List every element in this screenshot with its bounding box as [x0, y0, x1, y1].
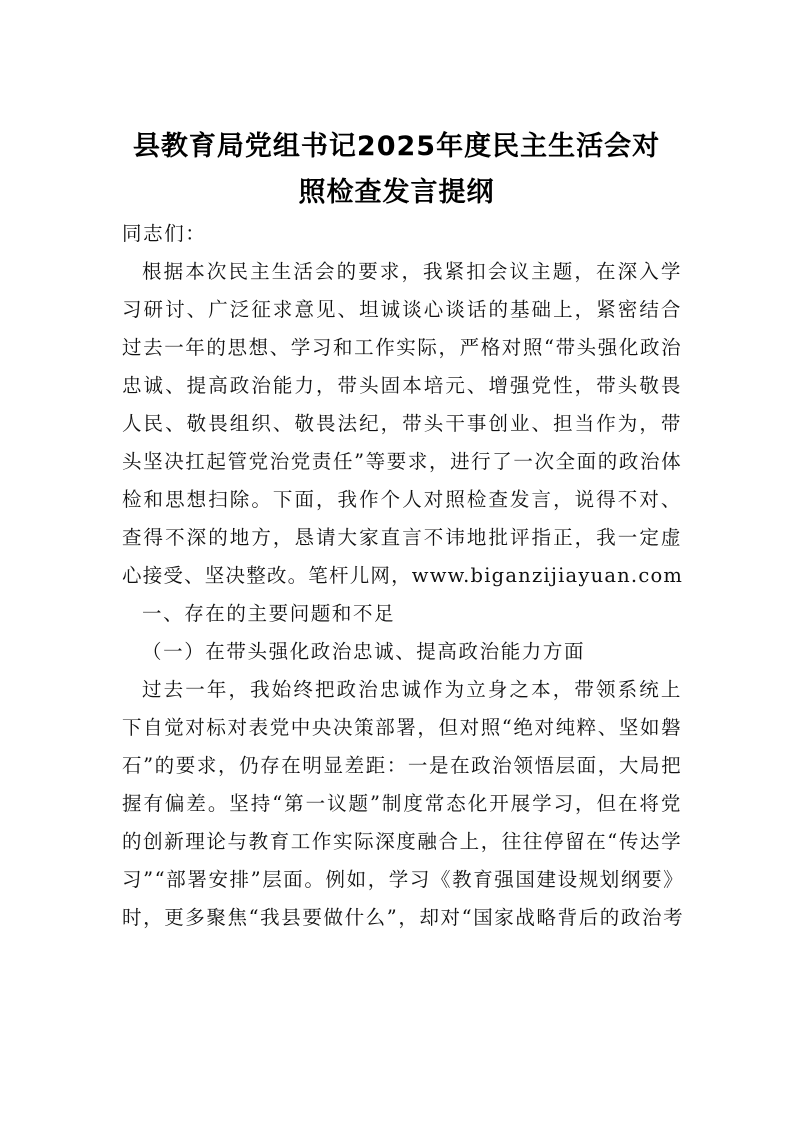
subsection-heading-1: （一）在带头强化政治忠诚、提高政治能力方面: [142, 640, 586, 663]
paragraph-1-line-4: 忠诚、提高政治能力，带头固本培元、增强党性，带头敬畏: [122, 374, 682, 397]
paragraph-2-line-7: 时，更多聚焦“我县要做什么”，却对“国家战略背后的政治考: [122, 906, 685, 929]
paragraph-1-line-5: 人民、敬畏组织、敬畏法纪，带头干事创业、担当作为，带: [122, 412, 682, 435]
section-heading-1: 一、存在的主要问题和不足: [142, 602, 396, 625]
paragraph-1-line-3: 过去一年的思想、学习和工作实际，严格对照“带头强化政治: [122, 336, 683, 359]
paragraph-2-line-2: 下自觉对标对表党中央决策部署，但对照“绝对纯粹、坚如磐: [122, 716, 683, 739]
paragraph-1-line-9: 心接受、坚决整改。笔杆儿网，www.biganzijiayuan.com: [122, 564, 684, 587]
paragraph-1-line-7: 检和思想扫除。下面，我作个人对照检查发言，说得不对、: [122, 488, 682, 511]
paragraph-2-line-6: 习”“部署安排”层面。例如，学习《教育强国建设规划纲要》: [122, 868, 685, 891]
paragraph-1-line-8: 查得不深的地方，恳请大家直言不讳地批评指正，我一定虚: [122, 526, 682, 549]
paragraph-1-line-2: 习研讨、广泛征求意见、坦诚谈心谈话的基础上，紧密结合: [122, 298, 682, 321]
paragraph-1-line-1: 根据本次民主生活会的要求，我紧扣会议主题，在深入学: [142, 260, 682, 283]
paragraph-2-line-1: 过去一年，我始终把政治忠诚作为立身之本，带领系统上: [142, 678, 682, 701]
paragraph-2-line-5: 的创新理论与教育工作实际深度融合上，往往停留在“传达学: [122, 830, 683, 853]
salutation: 同志们：: [122, 222, 207, 245]
paragraph-2-line-4: 握有偏差。坚持“第一议题”制度常态化开展学习，但在将党: [122, 792, 682, 815]
document-title-line-2: 照检查发言提纲: [298, 177, 495, 208]
paragraph-1-line-6: 头坚决扛起管党治党责任”等要求，进行了一次全面的政治体: [122, 450, 683, 473]
paragraph-2-line-3: 石”的要求，仍存在明显差距：一是在政治领悟层面，大局把: [122, 754, 683, 777]
document-title-line-1: 县教育局党组书记2025年度民主生活会对: [132, 131, 661, 162]
